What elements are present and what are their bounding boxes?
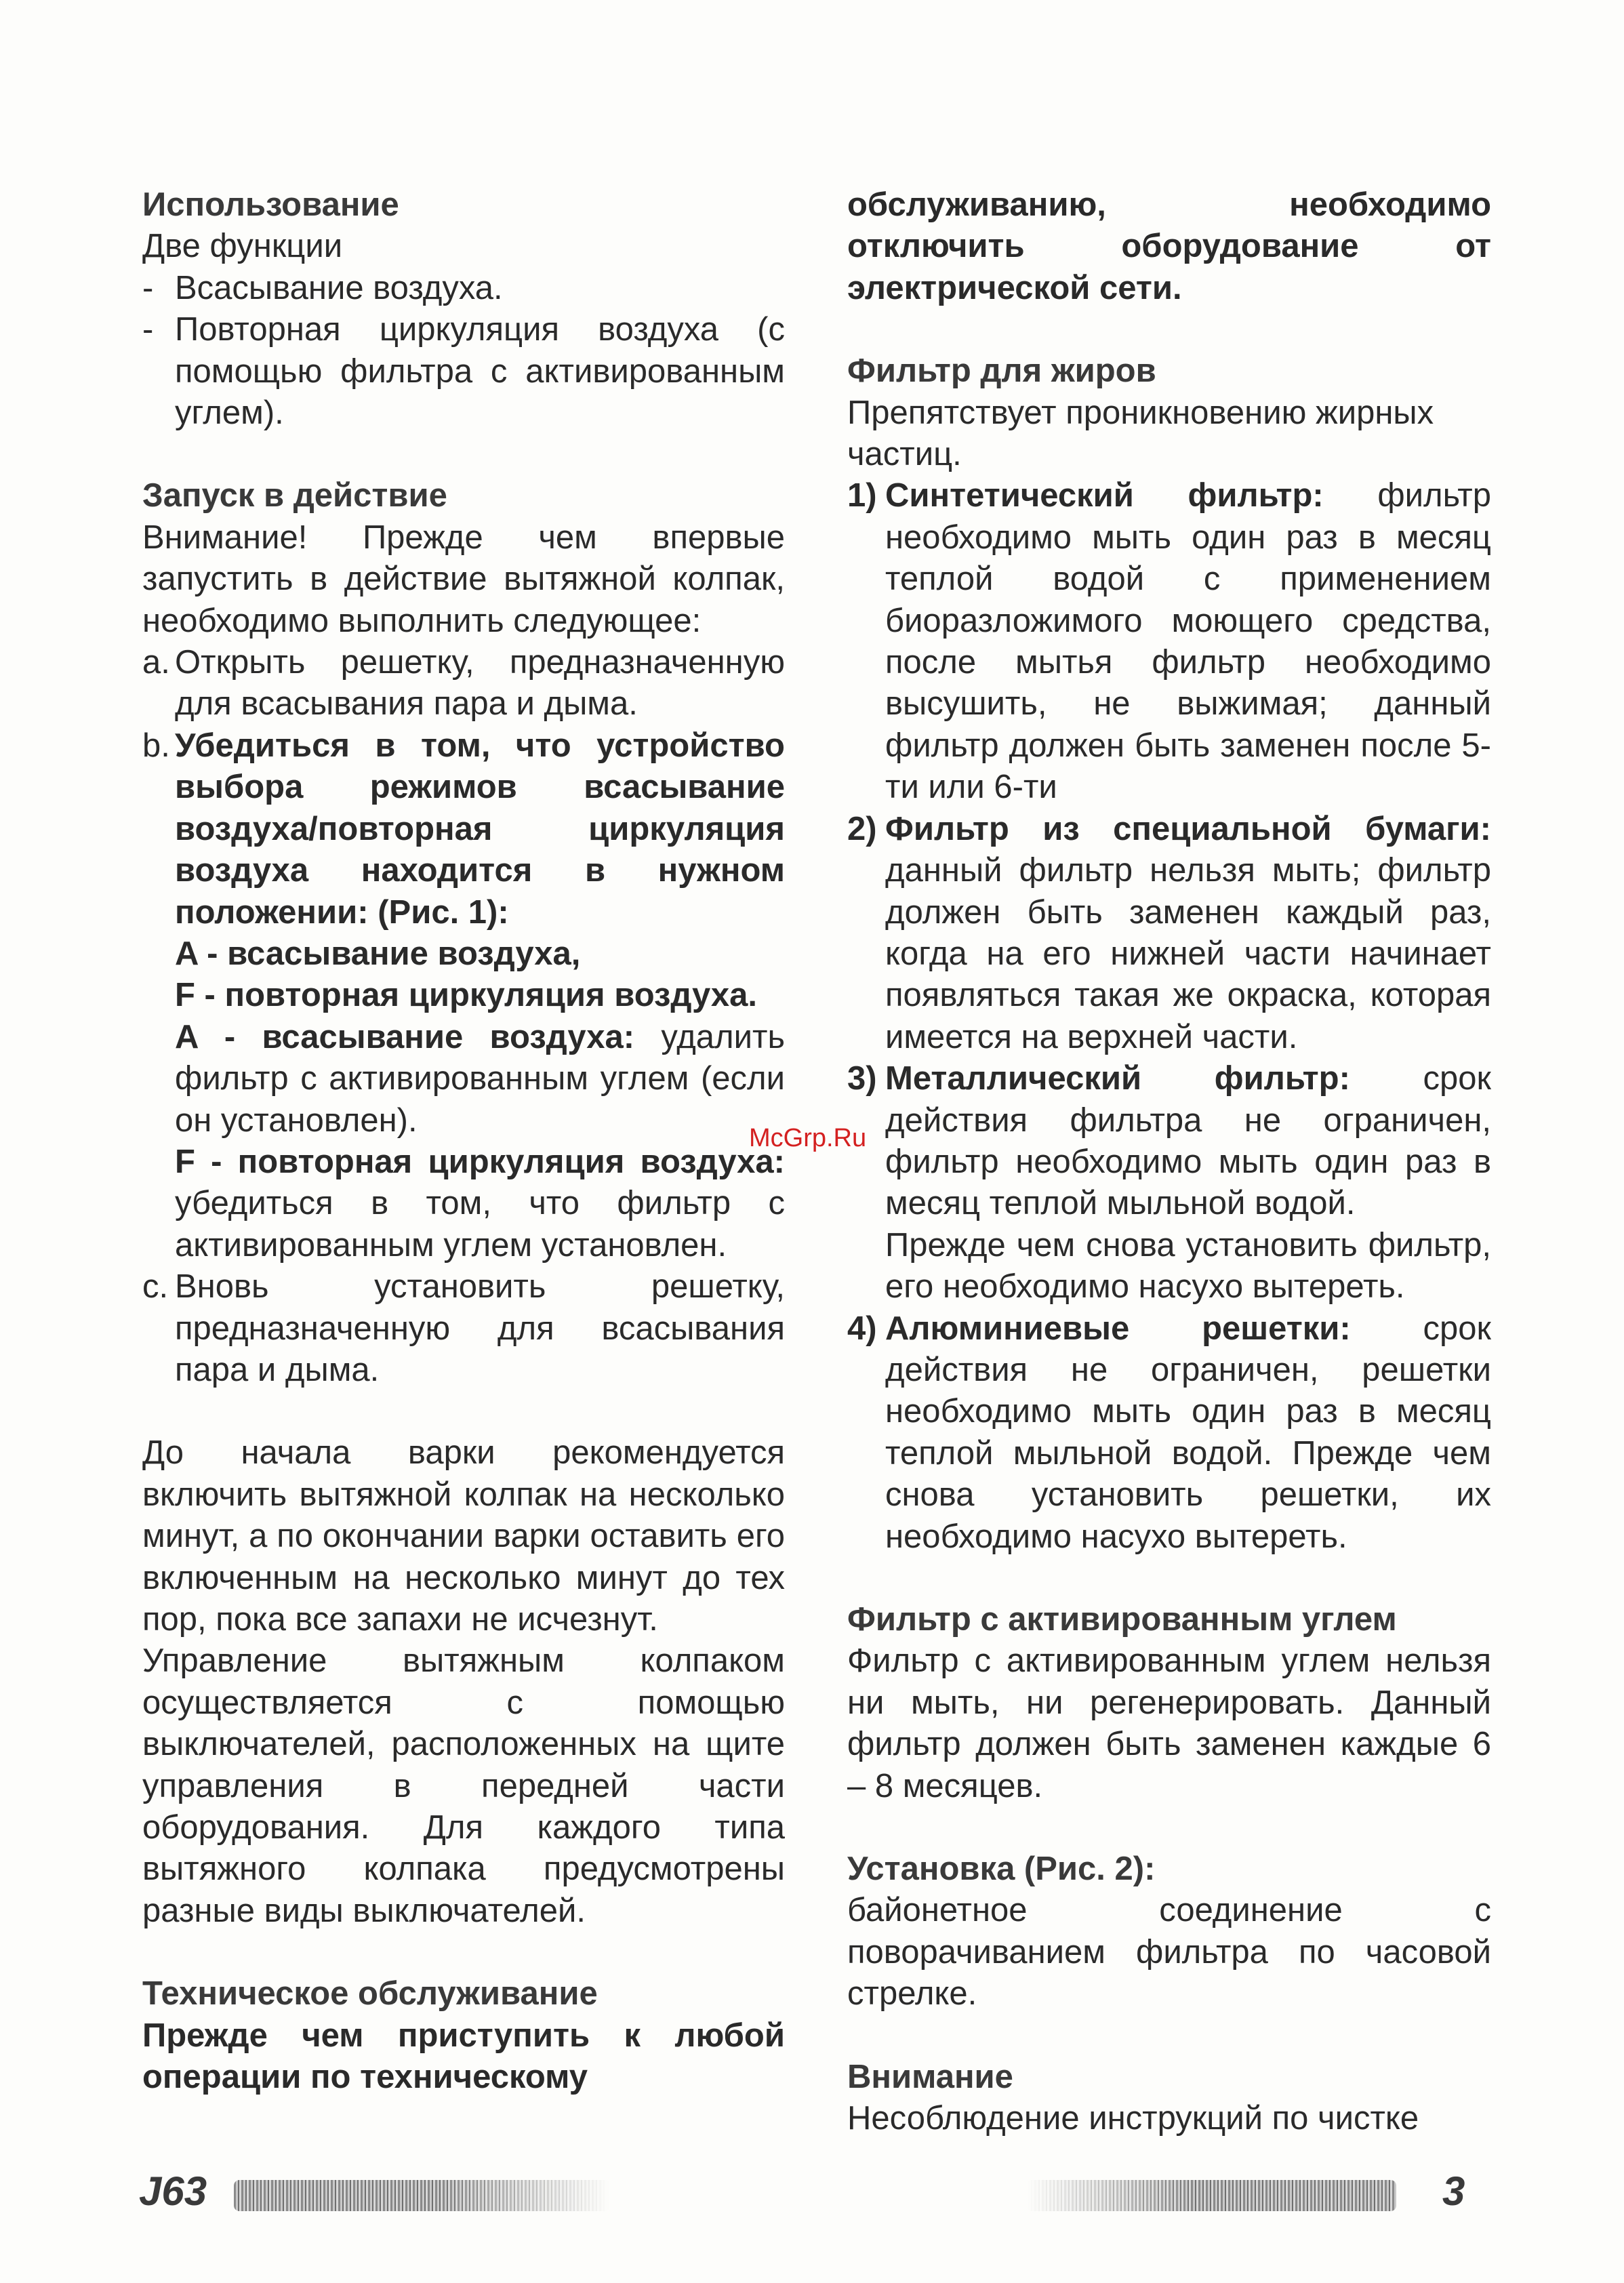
attention-text: Несоблюдение инструкций по чистке	[847, 2100, 1419, 2137]
right-column	[847, 184, 1491, 2139]
mode-a-instruction: A - всасывание воздуха: удалить фильтр с активированным углем (если он установлен).	[175, 1018, 785, 1139]
left-column	[142, 184, 785, 2098]
mode-f-instruction: F - повторная циркуляция воздуха: убедиться в том, что фильтр с активированным углем установлен.	[175, 1143, 785, 1264]
step-b	[142, 725, 785, 933]
step-a-text: Открыть решетку, предназначенную для всасывания пара и дыма.	[175, 644, 785, 723]
step-a	[142, 642, 785, 725]
metal-filter-extra: Прежде чем снова установить фильтр, его необходимо насухо вытереть.	[885, 1226, 1491, 1306]
attention-heading: Внимание	[847, 2058, 1013, 2095]
maintenance-heading: Техническое обслуживание	[142, 1975, 598, 2013]
cooking-paragraph: До начала варки рекомендуется включить вытяжной колпак на несколько минут, а по окончании варки оставить его включенным на несколько минут до тех пор, пока все запахи не исчезнут.	[142, 1434, 785, 1638]
footer-model: J63	[139, 2168, 207, 2214]
maintenance-warning-end: обслуживанию, необходимо отключить оборудование от электрической сети.	[847, 186, 1491, 306]
step-b-marker: b.	[142, 727, 170, 764]
grease-filter-intro: Препятствует проникновению жирных частиц.	[847, 394, 1434, 473]
maintenance-warning-start: Прежде чем приступить к любой операции по техническому	[142, 2017, 785, 2096]
footer-decorative-bar-right	[1027, 2180, 1396, 2211]
step-c	[142, 1266, 785, 1391]
install-text: байонетное соединение с поворачиванием фильтра по часовой стрелке.	[847, 1892, 1491, 2013]
filter-item-synthetic: 1) Синтетический фильтр: фильтр необходимо мыть один раз в месяц теплой водой с применением биоразложимого моющего средства, после мытья фильтр необходимо высушить, не выжимая; данный фильтр должен быть заменен после 5-ти или 6-ти	[847, 477, 1491, 806]
control-paragraph: Управление вытяжным колпаком осуществляется с помощью выключателей, расположенных на щите управления в передней части оборудования. Для каждого типа вытяжного колпака предусмотрены разные виды выключателей.	[142, 1642, 785, 1929]
carbon-filter-text: Фильтр с активированным углем нельзя ни мыть, ни регенерировать. Данный фильтр должен быть заменен каждые 6 – 8 месяцев.	[847, 1642, 1491, 1804]
usage-item-recirculation: Повторная циркуляция воздуха (с помощью фильтра с активированным углем).	[175, 311, 785, 432]
install-heading: Установка (Рис. 2):	[847, 1851, 1156, 1888]
filter-item-aluminium: 4) Алюминиевые решетки: срок действия не ограничен, решетки необходимо мыть один раз в месяц теплой мыльной водой. Прежде чем снова установить решетки, их необходимо насухо вытереть.	[847, 1310, 1491, 1555]
filter-item-paper: 2) Фильтр из специальной бумаги: данный фильтр нельзя мыть; фильтр должен быть заменен каждый раз, когда на его нижней части начинает появляться такая же окраска, которая имеется на верхней части.	[847, 810, 1491, 1055]
page-number: 3	[1442, 2168, 1465, 2214]
grease-filter-heading: Фильтр для жиров	[847, 352, 1156, 390]
usage-item-suction: Всасывание воздуха.	[175, 269, 503, 306]
carbon-filter-heading: Фильтр с активированным углем	[847, 1601, 1397, 1638]
mode-a-label: A - всасывание воздуха,	[175, 935, 581, 972]
startup-intro: Внимание! Прежде чем впервые запустить в действие вытяжной колпак, необходимо выполнить следующее:	[142, 519, 785, 639]
step-a-marker: a.	[142, 644, 170, 681]
usage-intro: Две функции	[142, 228, 343, 265]
filter-item-metal: 3) Металлический фильтр: срок действия фильтра не ограничен, фильтр необходимо мыть один раз в месяц теплой мыльной водой. Прежде чем снова установить фильтр, его необходимо насухо вытереть.	[847, 1060, 1491, 1306]
usage-heading: Использование	[142, 186, 399, 223]
mode-f-label: F - повторная циркуляция воздуха.	[175, 977, 758, 1014]
step-c-marker: c.	[142, 1268, 169, 1306]
list-item: - Всасывание воздуха.	[142, 268, 785, 309]
footer-decorative-bar-left	[234, 2180, 610, 2211]
startup-heading: Запуск в действие	[142, 477, 447, 514]
watermark: McGrp.Ru	[749, 1124, 867, 1152]
step-c-text: Вновь установить решетку, предназначенную для всасывания пара и дыма.	[175, 1268, 785, 1388]
step-b-text: Убедиться в том, что устройство выбора режимов всасывание воздуха/повторная циркуляция воздуха находится в нужном положении: (Рис. 1):	[175, 727, 785, 931]
list-item: - Повторная циркуляция воздуха (с помощью фильтра с активированным углем).	[142, 309, 785, 434]
